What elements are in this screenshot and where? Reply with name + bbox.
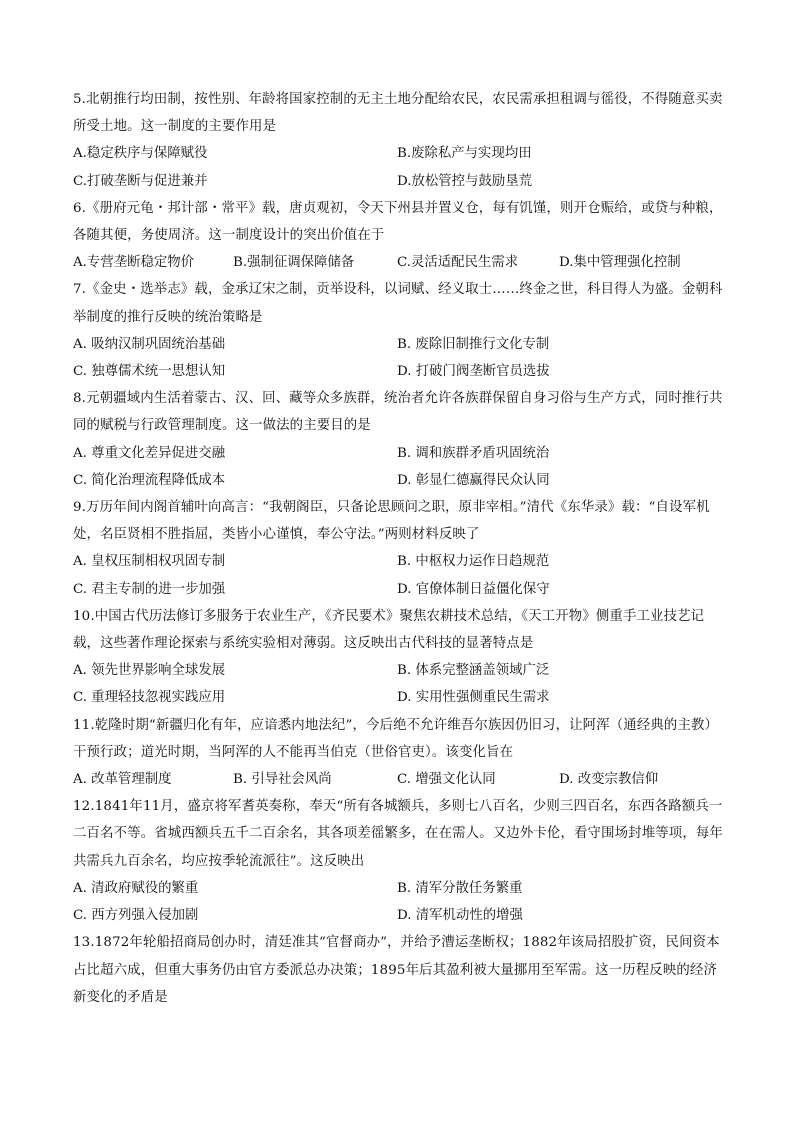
option-d: D. 彰显仁德赢得民众认同 <box>397 472 550 488</box>
option-c: C. 重理轻技忽视实践应用 <box>73 690 226 706</box>
option-a: A. 吸纳汉制巩固统治基础 <box>73 336 226 352</box>
options <box>73 657 723 711</box>
question-stem: 5.北朝推行均田制，按性别、年龄将国家控制的无主土地分配给农民，农民需承担租调与徭役，不得随意买卖所受土地。这一制度的主要作用是 <box>73 92 723 135</box>
exam-page <box>73 86 723 1011</box>
option-c: C. 西方列强入侵加剧 <box>73 908 199 924</box>
question-7 <box>73 276 723 385</box>
question-6 <box>73 195 723 277</box>
question-stem: 7.《金史・选举志》载，金承辽宋之制，贡举设科，以词赋、经义取士……终金之世，科目得人为盛。金朝科举制度的推行反映的统治策略是 <box>73 282 723 325</box>
option-a: A. 领先世界影响全球发展 <box>73 663 226 679</box>
question-stem: 11.乾隆时期“新疆归化有年，应谙悉内地法纪”，今后绝不允许维吾尔族因仍旧习，让阿浑（通经典的主教）干预行政；道光时期，当阿浑的人不能再当伯克（世俗官吏）。该变化旨在 <box>73 717 719 760</box>
options <box>73 548 723 602</box>
question-11 <box>73 712 723 794</box>
question-stem: 8.元朝疆域内生活着蒙古、汉、回、藏等众多族群，统治者允许各族群保留自身习俗与生产方式，同时推行共同的赋税与行政管理制度。这一做法的主要目的是 <box>73 391 723 434</box>
question-8 <box>73 385 723 494</box>
option-d: D. 打破门阀垄断官员选拔 <box>397 364 550 380</box>
option-b: B. 体系完整涵盖领域广泛 <box>397 663 550 679</box>
option-b: B. 清军分散任务繁重 <box>397 880 523 896</box>
option-a: A.专营垄断稳定物价 <box>73 255 195 271</box>
option-c: C.灵活适配民生需求 <box>397 255 519 271</box>
option-d: D. 改变宗教信仰 <box>559 772 659 788</box>
question-5 <box>73 86 723 195</box>
option-b: B. 废除旧制推行文化专制 <box>397 336 550 352</box>
question-stem: 12.1841年11月，盛京将军耆英奏称，奉天“所有各城额兵，多则七八百名，少则三四百名，东西各路额兵一二百名不等。省城西额兵五千二百余名，其各项差徭繁多，在在需人。又边外卡伦，看守围场封堆等项，每年共需兵九百余名，均应按季轮流派往”。这反映出 <box>73 799 723 869</box>
option-b: B.废除私产与实现均田 <box>397 146 532 162</box>
question-10 <box>73 603 723 712</box>
option-d: D. 实用性强侧重民生需求 <box>397 690 550 706</box>
option-d: D.集中管理强化控制 <box>559 255 681 271</box>
question-stem: 9.万历年间内阁首辅叶向高言：“我朝阁臣，只备论思顾问之职，原非宰相。”清代《东华录》载：“自设军机处，名臣贤相不胜指屈，类皆小心谨慎，奉公守法。”两则材料反映了 <box>73 500 710 543</box>
options <box>73 875 723 929</box>
option-c: C.打破垄断与促进兼并 <box>73 173 208 189</box>
option-b: B. 中枢权力运作日趋规范 <box>397 554 550 570</box>
option-c: C. 独尊儒术统一思想认知 <box>73 364 226 380</box>
options <box>73 766 723 793</box>
option-a: A. 尊重文化差异促进交融 <box>73 445 226 461</box>
options <box>73 440 723 494</box>
question-stem: 13.1872年轮船招商局创办时，清廷准其“官督商办”，并给予漕运垄断权；1882年该局招股扩资，民间资本占比超六成，但重大事务仍由官方委派总办决策；1895年后其盈利被大量挪用至军需。这一历程反映的经济新变化的矛盾是 <box>73 935 720 1005</box>
options <box>73 140 723 194</box>
option-a: A. 清政府赋役的繁重 <box>73 880 199 896</box>
options <box>73 331 723 385</box>
option-d: D.放松管控与鼓励垦荒 <box>397 173 533 189</box>
option-c: C. 君主专制的进一步加强 <box>73 581 226 597</box>
question-13 <box>73 929 723 1011</box>
option-d: D. 官僚体制日益僵化保守 <box>397 581 550 597</box>
option-c: C. 简化治理流程降低成本 <box>73 472 226 488</box>
question-stem: 6.《册府元龟・邦计部・常平》载，唐贞观初，令天下州县并置义仓，每有饥馑，则开仓赈给，或贷与种粮，各随其便，务使周济。这一制度设计的突出价值在于 <box>73 200 723 244</box>
options <box>73 249 723 276</box>
option-a: A. 皇权压制相权巩固专制 <box>73 554 226 570</box>
option-c: C. 增强文化认同 <box>397 772 496 788</box>
option-b: B. 引导社会风尚 <box>233 772 332 788</box>
option-d: D. 清军机动性的增强 <box>397 908 523 924</box>
option-a: A. 改革管理制度 <box>73 772 172 788</box>
question-9 <box>73 494 723 603</box>
question-stem: 10.中国古代历法修订多服务于农业生产，《齐民要术》聚焦农耕技术总结，《天工开物》侧重手工业技艺记载，这些著作理论探索与系统实验相对薄弱。这反映出古代科技的显著特点是 <box>73 608 705 652</box>
option-b: B.强制征调保障储备 <box>233 255 355 271</box>
option-a: A.稳定秩序与保障赋役 <box>73 146 208 162</box>
question-12 <box>73 793 723 929</box>
option-b: B. 调和族群矛盾巩固统治 <box>397 445 550 461</box>
